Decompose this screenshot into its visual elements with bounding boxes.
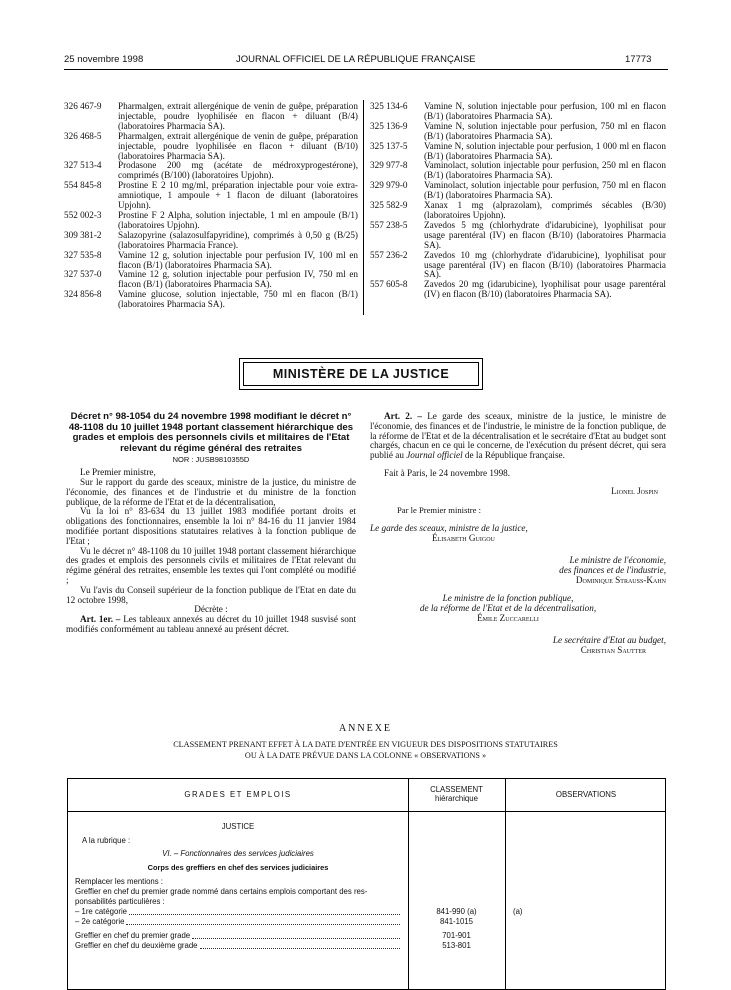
- medicine-code: 325 137-5: [370, 140, 408, 151]
- medicine-description: Zavedos 5 mg (chlorhydrate d'idarubicine), lyophilisat pour usage parentéral (IV) en flacon (B/10) (laboratoires Pharmacia SA).: [424, 219, 666, 250]
- header-classement-sub: hiérarchique: [435, 794, 478, 803]
- medicine-code: 327 535-8: [64, 249, 102, 260]
- medicine-code: 326 467-9: [64, 101, 102, 111]
- corps-title: Corps des greffiers en chef des services judiciaires: [147, 863, 329, 872]
- medicine-item: [370, 142, 666, 162]
- medicine-description: Vamine 12 g, solution injectable pour perfusion IV, 750 ml en flacon (B/1) (laboratoires Pharmacia SA).: [118, 269, 358, 290]
- medicine-code: 325 582-9: [370, 200, 408, 211]
- leader-dots: [192, 931, 400, 939]
- medicine-description: Prostine E 2 10 mg/ml, préparation injectable pour voie extra-amniotique, 1 ampoule + 1 flacon de diluant (laboratoires Upjohn).: [118, 180, 358, 211]
- leader-dots: [129, 907, 400, 915]
- medicine-item: [64, 132, 358, 162]
- greffier-intro-2: ponsabilités particulières :: [75, 897, 165, 906]
- article-2-journal: Journal officiel: [406, 450, 463, 461]
- medicine-description: Xanax 1 mg (alprazolam), comprimés sécables (B/30) (laboratoires Upjohn).: [424, 200, 666, 220]
- decree-paragraph: Le Premier ministre,: [80, 467, 156, 478]
- leader-dots: [200, 941, 400, 949]
- medicine-code: 325 134-6: [370, 101, 408, 111]
- ministry-title: MINISTÈRE DE LA JUSTICE: [272, 367, 450, 381]
- decree-body: [66, 468, 356, 635]
- table-row-classement: 841-1015: [440, 917, 473, 926]
- article-1-text: Les tableaux annexés au décret du 10 juillet 1948 susvisé sont modifiés conformément au tableau annexé au présent décret.: [66, 614, 356, 634]
- medicine-code: 326 468-5: [64, 130, 102, 141]
- medicine-code: 327 537-0: [64, 269, 102, 280]
- medicine-code: 557 238-5: [370, 219, 408, 230]
- signature-eco-name: Dominique Strauss-Kahn: [575, 574, 666, 585]
- medicine-code: 309 381-2: [64, 229, 102, 240]
- medicine-item: [370, 221, 666, 251]
- medicine-description: Pharmalgen, extrait allergénique de venin de guêpe, préparation injectable, poudre lyophilisée en flacon + diluant (B/4) (laboratoires Pharmacia SA).: [118, 101, 358, 131]
- medicine-description: Pharmalgen, extrait allergénique de venin de guêpe, préparation injectable, poudre lyophilisée en flacon + diluant (B/10) (laboratoires Pharmacia SA).: [118, 130, 358, 161]
- decree-decrete: Décrète :: [194, 604, 228, 615]
- article-1: [66, 615, 356, 635]
- medicine-item: [370, 280, 666, 300]
- medicine-item: [64, 211, 358, 231]
- header-grades: GRADES ET EMPLOIS: [184, 790, 292, 799]
- annexe-subtitle-2: OU À LA DATE PRÉVUE DANS LA COLONNE « OBSERVATIONS »: [244, 751, 487, 760]
- signature-pm: Lionel Jospin: [611, 485, 658, 496]
- medicine-code: 554 845-8: [64, 180, 102, 191]
- grade-label: Greffier en chef du deuxième grade: [75, 941, 198, 950]
- medicine-item: [64, 251, 358, 271]
- annexe-title: ANNEXE: [338, 723, 393, 734]
- medicine-item: [370, 181, 666, 201]
- annexe-table: [67, 778, 666, 990]
- journal-title: JOURNAL OFFICIEL DE LA RÉPUBLIQUE FRANÇAISE: [236, 54, 476, 65]
- par-le-premier-ministre: Par le Premier ministre :: [397, 504, 482, 515]
- ministry-heading-box: [243, 362, 479, 386]
- page-number: 17773: [625, 54, 652, 65]
- decree-column: [66, 412, 356, 635]
- medicine-item: [370, 102, 666, 122]
- article-2-tail: de la République française.: [464, 450, 565, 461]
- medicine-item: [370, 161, 666, 181]
- signature-budget-name: Christian Sautter: [580, 644, 646, 655]
- table-row-classement: 841-990 (a): [436, 907, 477, 916]
- medicine-item: [64, 231, 358, 251]
- medicine-description: Zavedos 20 mg (idarubicine), lyophilisat pour usage parentéral (IV) en flacon (B/10) (laboratoires Pharmacia SA).: [424, 279, 666, 300]
- decree-right-column: [370, 412, 666, 655]
- leader-dots: [126, 917, 400, 925]
- medicine-description: Prodasone 200 mg (acétate de médroxyprogestérone), comprimés (B/100) (laboratoires Upjohn).: [118, 160, 358, 181]
- medicine-description: Salazopyrine (salazosulfapyridine), comprimés à 0,50 g (B/25) (laboratoires Pharmacia France).: [118, 229, 358, 250]
- medicine-code: 557 605-8: [370, 279, 408, 290]
- signature-eco-title-1: Le ministre de l'économie,: [569, 554, 666, 565]
- article-2: [370, 412, 666, 461]
- medicine-description: Zavedos 10 mg (chlorhydrate d'idarubicine), lyophilisat pour usage parentéral (IV) en flacon (B/10) (laboratoires Pharmacia SA).: [424, 249, 666, 280]
- table-row-classement: 701-901: [442, 931, 471, 940]
- table-row-observation: (a): [513, 907, 523, 916]
- medicine-item: [64, 290, 358, 310]
- remplacer-label: Remplacer les mentions :: [75, 877, 163, 886]
- decree-nor: NOR : JUSB9810355D: [172, 455, 250, 465]
- signature-garde-name: Élisabeth Guigou: [432, 533, 495, 544]
- signature-garde-title: Le garde des sceaux, ministre de la justice,: [370, 523, 528, 534]
- medicine-description: Prostine F 2 Alpha, solution injectable, 1 ml en ampoule (B/1) (laboratoires Upjohn).: [118, 209, 358, 230]
- header-rule: [64, 69, 668, 70]
- medicine-description: Vamine glucose, solution injectable, 750 ml en flacon (B/1) (laboratoires Pharmacia SA).: [118, 289, 358, 310]
- medicine-item: [370, 122, 666, 142]
- signature-fp-title-1: Le ministre de la fonction publique,: [442, 593, 574, 604]
- medicine-code: 329 979-0: [370, 180, 408, 191]
- signature-fp-title-2: de la réforme de l'Etat et de la décentralisation,: [419, 603, 597, 614]
- medicine-description: Vaminolact, solution injectable pour perfusion, 250 ml en flacon (B/1) (laboratoires Pharmacia SA).: [424, 160, 666, 181]
- table-row-label: [75, 931, 402, 941]
- grade-label: – 2e catégorie: [75, 917, 125, 926]
- grade-label: Greffier en chef du premier grade: [75, 931, 191, 940]
- header-date: 25 novembre 1998: [64, 54, 144, 65]
- medicine-item: [370, 251, 666, 281]
- medicine-code: 327 513-4: [64, 160, 102, 171]
- grade-label: – 1re catégorie: [75, 907, 128, 916]
- article-2-text: Le garde des sceaux, ministre de la justice, le ministre de l'économie, des finances et de l'industrie, le ministre de la fonction publique, de la réforme de l'Etat et de la décentralisation et le secrétaire d'Etat au budget sont chargés, chacun en ce qui le concerne, de l'exécution du présent décret, qui sera publié au: [370, 411, 666, 461]
- decree-paragraph: Vu le décret n° 48-1108 du 10 juillet 1948 portant classement hiérarchique des grades et emplois des personnels civils et militaires de l'Etat relevant du régime général des retraites, ensemble les textes qui l'ont complété ou modifié ;: [66, 545, 356, 585]
- table-header-rule: [68, 811, 665, 812]
- rubrique-label: A la rubrique :: [82, 836, 131, 845]
- medicine-item: [64, 181, 358, 211]
- medicine-item: [64, 102, 358, 132]
- medicine-code: 557 236-2: [370, 249, 408, 260]
- medicine-item: [370, 201, 666, 221]
- decree-paragraph: Sur le rapport du garde des sceaux, ministre de la justice, du ministre de l'économie, des finances et de l'industrie et du ministre de la fonction publique, de la réforme de l'Etat et de la décentralisation,: [66, 476, 356, 507]
- medicine-list-left: [64, 102, 358, 310]
- medicine-code: 324 856-8: [64, 289, 102, 300]
- medicine-code: 325 136-9: [370, 120, 408, 131]
- fait-a-paris: Fait à Paris, le 24 novembre 1998.: [384, 467, 511, 478]
- decree-paragraph: Vu l'avis du Conseil supérieur de la fonction publique de l'Etat en date du 12 octobre 1998,: [66, 584, 356, 605]
- decree-paragraph: Vu la loi n° 83-634 du 13 juillet 1983 modifiée portant droits et obligations des fonctionnaires, ensemble la loi n° 84-16 du 11 janvier 1984 modifiée portant dispositions statutaires relatives à la fonction publique de l'Etat ;: [66, 506, 356, 546]
- article-2-label: Art. 2. –: [384, 411, 422, 421]
- medicine-list-right: [370, 102, 666, 300]
- greffier-intro-1: Greffier en chef du premier grade nommé dans certains emplois comportant des res-: [75, 887, 368, 896]
- medicine-description: Vamine 12 g, solution injectable pour perfusion IV, 100 ml en flacon (B/1) (laboratoires Pharmacia SA).: [118, 249, 358, 270]
- annexe-subtitle-1: CLASSEMENT PRENANT EFFET À LA DATE D'ENTRÉE EN VIGUEUR DES DISPOSITIONS STATUTAIRES: [173, 740, 558, 749]
- table-row-classement: 513-801: [442, 941, 471, 950]
- medicine-description: Vamine N, solution injectable pour perfusion, 1 000 ml en flacon (B/1) (laboratoires Pharmacia SA).: [424, 140, 666, 161]
- header-classement: CLASSEMENT: [430, 785, 483, 794]
- signature-eco-title-2: des finances et de l'industrie,: [559, 564, 666, 575]
- table-row-label: [75, 941, 402, 951]
- medicine-item: [64, 270, 358, 290]
- signature-budget-title: Le secrétaire d'Etat au budget,: [552, 634, 666, 645]
- header-observations: OBSERVATIONS: [555, 790, 617, 799]
- medicine-description: Vamine N, solution injectable pour perfusion, 100 ml en flacon (B/1) (laboratoires Pharmacia SA).: [424, 101, 666, 121]
- signature-fp-name: Émile Zuccarelli: [477, 612, 539, 623]
- table-row-label: [75, 907, 402, 917]
- medicine-code: 552 002-3: [64, 209, 102, 220]
- medicine-item: [64, 161, 358, 181]
- column-divider: [363, 100, 364, 315]
- medicine-code: 329 977-8: [370, 160, 408, 171]
- rubrique-name: VI. – Fonctionnaires des services judiciaires: [162, 849, 314, 858]
- table-row-label: [75, 917, 402, 927]
- article-1-label: Art. 1er. –: [80, 614, 121, 625]
- decree-title: Décret n° 98-1054 du 24 novembre 1998 modifiant le décret n° 48-1108 du 10 juillet 1948 portant classement hiérarchique des grades et emplois des personnels civils et militaires de l'Etat relevant du régime général des retraites: [68, 411, 354, 454]
- medicine-description: Vamine N, solution injectable pour perfusion, 750 ml en flacon (B/1) (laboratoires Pharmacia SA).: [424, 120, 666, 141]
- section-justice: JUSTICE: [221, 822, 255, 831]
- medicine-description: Vaminolact, solution injectable pour perfusion, 750 ml en flacon (B/1) (laboratoires Pharmacia SA).: [424, 180, 666, 201]
